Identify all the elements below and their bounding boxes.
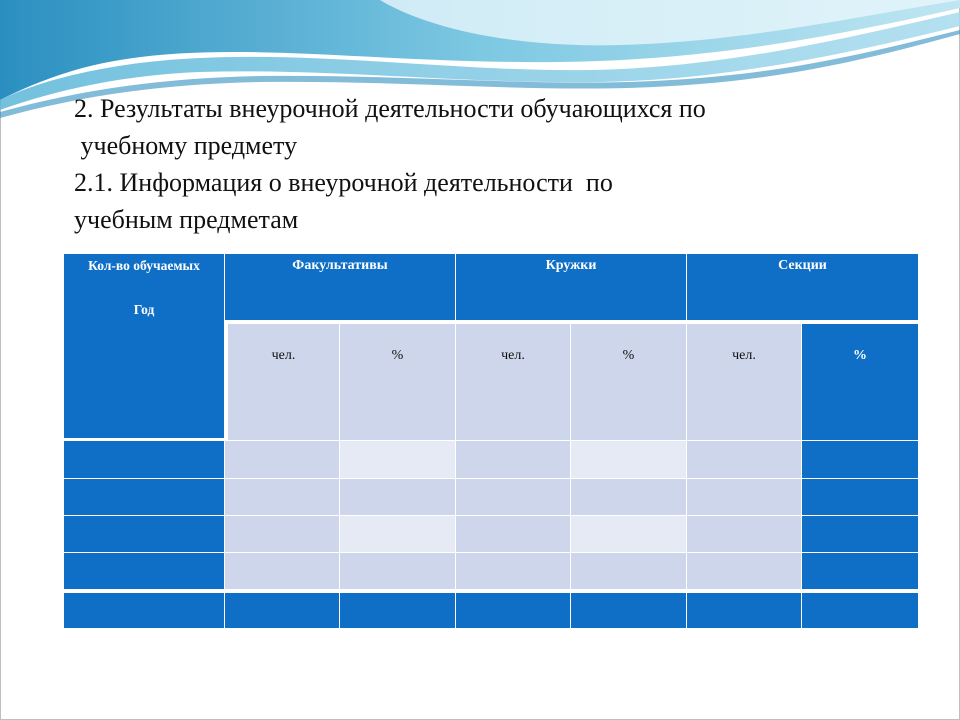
table-cell-total <box>802 590 919 629</box>
table-cell <box>340 553 456 590</box>
table-cell <box>687 441 802 479</box>
subheader-electives-percent: % <box>340 321 456 441</box>
table-cell-total <box>225 590 340 629</box>
table-cell <box>456 553 571 590</box>
table-cell <box>340 516 456 553</box>
table-cell <box>687 516 802 553</box>
heading-line-3: 2.1. Информация о внеурочной деятельности по <box>74 168 613 197</box>
table-cell-total <box>340 590 456 629</box>
table-cell <box>802 479 919 516</box>
table-cell <box>571 553 687 590</box>
activity-table <box>64 254 919 629</box>
corner-year: Год <box>133 302 155 317</box>
table-cell <box>456 479 571 516</box>
table-cell <box>225 516 340 553</box>
table-cell <box>571 441 687 479</box>
table-cell <box>225 553 340 590</box>
table-cell <box>571 516 687 553</box>
table-cell-total <box>456 590 571 629</box>
table-cell <box>687 479 802 516</box>
table-cell-total <box>64 590 225 629</box>
group-header-electives: Факультативы <box>225 254 456 321</box>
table-cell <box>225 441 340 479</box>
group-header-sections: Секции <box>687 254 919 321</box>
table-cell-total <box>687 590 802 629</box>
table-cell <box>571 479 687 516</box>
table-cell-total <box>571 590 687 629</box>
table-cell <box>225 479 340 516</box>
subheader-electives-count: чел. <box>225 321 340 441</box>
heading-line-2: учебному предмету <box>74 131 298 160</box>
group-header-clubs: Кружки <box>456 254 687 321</box>
table-cell <box>802 553 919 590</box>
table-cell-year <box>64 479 225 516</box>
table-cell <box>340 441 456 479</box>
subheader-clubs-count: чел. <box>456 321 571 441</box>
subheader-sections-percent: % <box>802 321 919 441</box>
subheader-sections-count: чел. <box>687 321 802 441</box>
table-cell-year <box>64 516 225 553</box>
table-cell <box>456 516 571 553</box>
subheader-clubs-percent: % <box>571 321 687 441</box>
table-cell <box>802 516 919 553</box>
table-cell <box>456 441 571 479</box>
table-cell-year <box>64 441 225 479</box>
table-cell <box>802 441 919 479</box>
heading-line-4: учебным предметам <box>74 205 299 234</box>
table-cell <box>687 553 802 590</box>
corner-header <box>64 254 225 441</box>
slide-heading <box>74 90 914 238</box>
corner-label: Кол-во обучаемых <box>88 258 200 273</box>
table-cell-year <box>64 553 225 590</box>
heading-line-1: 2. Результаты внеурочной деятельности обучающихся по <box>74 94 706 123</box>
table-cell <box>340 479 456 516</box>
